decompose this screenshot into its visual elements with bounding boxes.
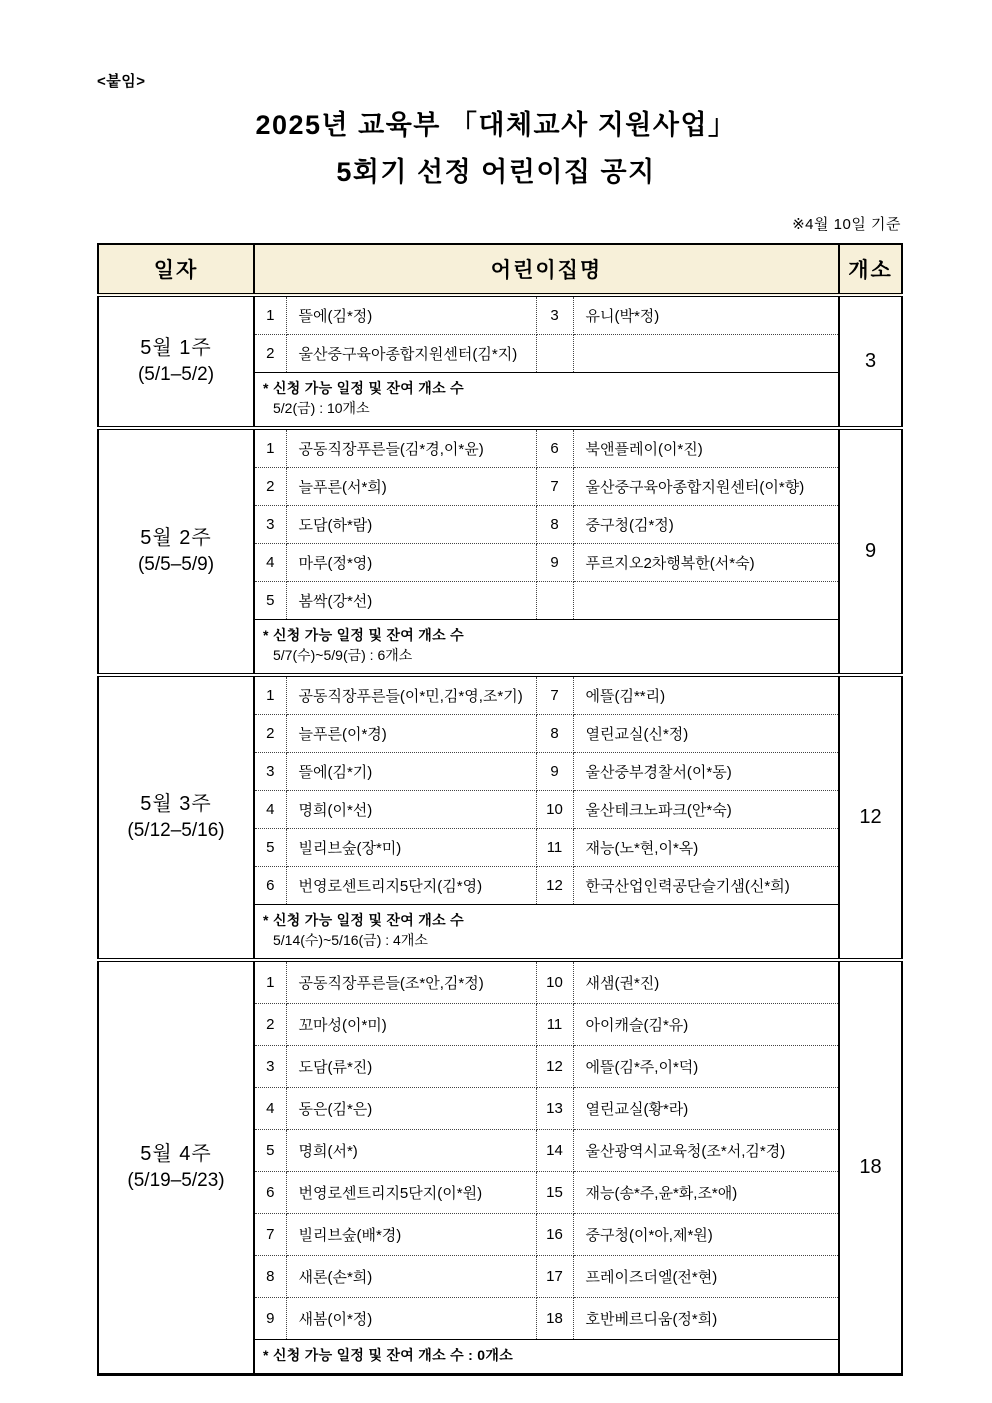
entry-number: 2 xyxy=(254,468,286,506)
week-date-range: (5/12–5/16) xyxy=(127,820,225,841)
week-date-cell xyxy=(98,675,254,960)
note-title: * 신청 가능 일정 및 잔여 개소 수 : 0개소 xyxy=(263,1347,514,1363)
week-date-cell xyxy=(98,295,254,428)
entry-number: 10 xyxy=(536,791,573,829)
entry-number: 6 xyxy=(254,867,286,905)
entry-name: 꼬마성(이*미) xyxy=(286,1004,536,1046)
entry-number: 3 xyxy=(536,295,573,335)
entry-number: 7 xyxy=(254,1214,286,1256)
entry-number: 6 xyxy=(254,1172,286,1214)
entry-number: 4 xyxy=(254,1088,286,1130)
entry-name: 빌리브숲(배*경) xyxy=(286,1214,536,1256)
entry-name: 새샘(권*진) xyxy=(573,960,839,1004)
entry-name: 울산광역시교육청(조*서,김*경) xyxy=(573,1130,839,1172)
entry-number: 8 xyxy=(536,715,573,753)
week-date-range: (5/19–5/23) xyxy=(127,1170,225,1191)
entry-name: 명희(이*선) xyxy=(286,791,536,829)
entry-number xyxy=(536,582,573,620)
count-cell: 9 xyxy=(839,428,902,675)
entry-name: 중구청(김*정) xyxy=(573,506,839,544)
week-section xyxy=(98,675,902,960)
entry-name: 울산중구육아종합지원센터(김*지) xyxy=(286,335,536,373)
entry-name: 공동직장푸른들(김*경,이*윤) xyxy=(286,428,536,468)
week-section xyxy=(98,960,902,1375)
entry-name: 새론(손*희) xyxy=(286,1256,536,1298)
entry-number: 8 xyxy=(536,506,573,544)
entry-number: 1 xyxy=(254,960,286,1004)
entry-name: 에뜰(김**리) xyxy=(573,675,839,715)
entry-name: 빌리브숲(장*미) xyxy=(286,829,536,867)
note-title: * 신청 가능 일정 및 잔여 개소 수 xyxy=(263,627,464,643)
entry-name: 호반베르디움(정*희) xyxy=(573,1298,839,1340)
entry-number: 7 xyxy=(536,675,573,715)
entry-name: 중구청(이*아,제*원) xyxy=(573,1214,839,1256)
entry-name: 명희(서*) xyxy=(286,1130,536,1172)
week-label: 5월 4주 xyxy=(140,1143,212,1165)
entry-name: 도담(하*람) xyxy=(286,506,536,544)
entry-name: 울산테크노파크(안*숙) xyxy=(573,791,839,829)
entry-number: 7 xyxy=(536,468,573,506)
entry-name: 동은(김*은) xyxy=(286,1088,536,1130)
entry-number: 9 xyxy=(254,1298,286,1340)
entry-name xyxy=(573,335,839,373)
entry-name: 재능(노*현,이*옥) xyxy=(573,829,839,867)
entry-row xyxy=(98,675,902,715)
entry-name: 공동직장푸른들(이*민,김*영,조*기) xyxy=(286,675,536,715)
count-cell: 3 xyxy=(839,295,902,428)
table-header-name: 어린이집명 xyxy=(254,244,839,295)
entry-name: 늘푸른(이*경) xyxy=(286,715,536,753)
entry-name: 유니(박*정) xyxy=(573,295,839,335)
entry-number: 4 xyxy=(254,544,286,582)
entry-name: 봄싹(강*선) xyxy=(286,582,536,620)
entry-name: 울산중구육아종합지원센터(이*향) xyxy=(573,468,839,506)
table-header-row xyxy=(98,244,902,295)
entry-name: 뜰에(김*정) xyxy=(286,295,536,335)
entry-number: 18 xyxy=(536,1298,573,1340)
entry-number: 10 xyxy=(536,960,573,1004)
entry-number: 1 xyxy=(254,675,286,715)
note-cell xyxy=(254,620,839,676)
table-header-date: 일자 xyxy=(98,244,254,295)
attachment-label: <붙임> xyxy=(97,73,146,90)
week-label: 5월 1주 xyxy=(140,337,212,359)
note-detail: 5/7(수)~5/9(금) : 6개소 xyxy=(273,647,413,663)
reference-note: ※4월 10일 기준 xyxy=(792,216,901,233)
week-section xyxy=(98,295,902,428)
entry-number: 14 xyxy=(536,1130,573,1172)
entry-number: 5 xyxy=(254,582,286,620)
entry-number: 3 xyxy=(254,506,286,544)
week-section xyxy=(98,428,902,675)
entry-name: 아이캐슬(김*유) xyxy=(573,1004,839,1046)
entry-name: 재능(송*주,윤*화,조*애) xyxy=(573,1172,839,1214)
entry-name: 북앤플레이(이*진) xyxy=(573,428,839,468)
entry-number: 2 xyxy=(254,715,286,753)
entry-number: 15 xyxy=(536,1172,573,1214)
entry-name: 뜰에(김*기) xyxy=(286,753,536,791)
entry-name: 번영로센트리지5단지(이*원) xyxy=(286,1172,536,1214)
entry-name: 열린교실(신*정) xyxy=(573,715,839,753)
entry-name: 열린교실(황*라) xyxy=(573,1088,839,1130)
entry-name xyxy=(573,582,839,620)
entry-name: 새봄(이*정) xyxy=(286,1298,536,1340)
entry-number: 11 xyxy=(536,1004,573,1046)
entry-row xyxy=(98,295,902,335)
entry-number: 5 xyxy=(254,829,286,867)
schedule-table xyxy=(97,243,903,1376)
entry-name: 늘푸른(서*희) xyxy=(286,468,536,506)
entry-number: 8 xyxy=(254,1256,286,1298)
week-date-cell xyxy=(98,960,254,1375)
note-detail: 5/14(수)~5/16(금) : 4개소 xyxy=(273,932,428,948)
entry-number: 12 xyxy=(536,867,573,905)
count-cell: 12 xyxy=(839,675,902,960)
note-detail: 5/2(금) : 10개소 xyxy=(273,400,370,416)
entry-number: 1 xyxy=(254,295,286,335)
page-title xyxy=(0,102,992,196)
entry-number: 3 xyxy=(254,753,286,791)
page-title-line1: 2025년 교육부 「대체교사 지원사업」 xyxy=(255,110,737,140)
note-cell xyxy=(254,1340,839,1375)
entry-name: 마루(정*영) xyxy=(286,544,536,582)
count-cell: 18 xyxy=(839,960,902,1375)
entry-row xyxy=(98,960,902,1004)
entry-number: 11 xyxy=(536,829,573,867)
week-date-range: (5/1–5/2) xyxy=(137,364,215,385)
table-header-count: 개소 xyxy=(839,244,902,295)
entry-name: 울산중부경찰서(이*동) xyxy=(573,753,839,791)
week-label: 5월 3주 xyxy=(140,793,212,815)
entry-number: 2 xyxy=(254,335,286,373)
entry-name: 푸르지오2차행복한(서*숙) xyxy=(573,544,839,582)
entry-number: 1 xyxy=(254,428,286,468)
week-label: 5월 2주 xyxy=(140,527,212,549)
entry-number: 12 xyxy=(536,1046,573,1088)
entry-number: 9 xyxy=(536,753,573,791)
entry-number: 2 xyxy=(254,1004,286,1046)
entry-name: 공동직장푸른들(조*안,김*정) xyxy=(286,960,536,1004)
note-cell xyxy=(254,373,839,429)
entry-number: 9 xyxy=(536,544,573,582)
entry-number: 13 xyxy=(536,1088,573,1130)
entry-number: 16 xyxy=(536,1214,573,1256)
entry-number: 3 xyxy=(254,1046,286,1088)
entry-row xyxy=(98,428,902,468)
note-title: * 신청 가능 일정 및 잔여 개소 수 xyxy=(263,380,464,396)
entry-number: 4 xyxy=(254,791,286,829)
entry-number: 6 xyxy=(536,428,573,468)
entry-name: 도담(류*진) xyxy=(286,1046,536,1088)
entry-name: 프레이즈더엘(전*현) xyxy=(573,1256,839,1298)
entry-number: 17 xyxy=(536,1256,573,1298)
note-cell xyxy=(254,905,839,961)
entry-number: 5 xyxy=(254,1130,286,1172)
entry-name: 한국산업인력공단슬기샘(신*희) xyxy=(573,867,839,905)
entry-number xyxy=(536,335,573,373)
page-title-line2: 5회기 선정 어린이집 공지 xyxy=(336,157,656,187)
entry-name: 에뜰(김*주,이*덕) xyxy=(573,1046,839,1088)
note-title: * 신청 가능 일정 및 잔여 개소 수 xyxy=(263,912,464,928)
entry-name: 번영로센트리지5단지(김*영) xyxy=(286,867,536,905)
week-date-range: (5/5–5/9) xyxy=(137,554,215,575)
week-date-cell xyxy=(98,428,254,675)
